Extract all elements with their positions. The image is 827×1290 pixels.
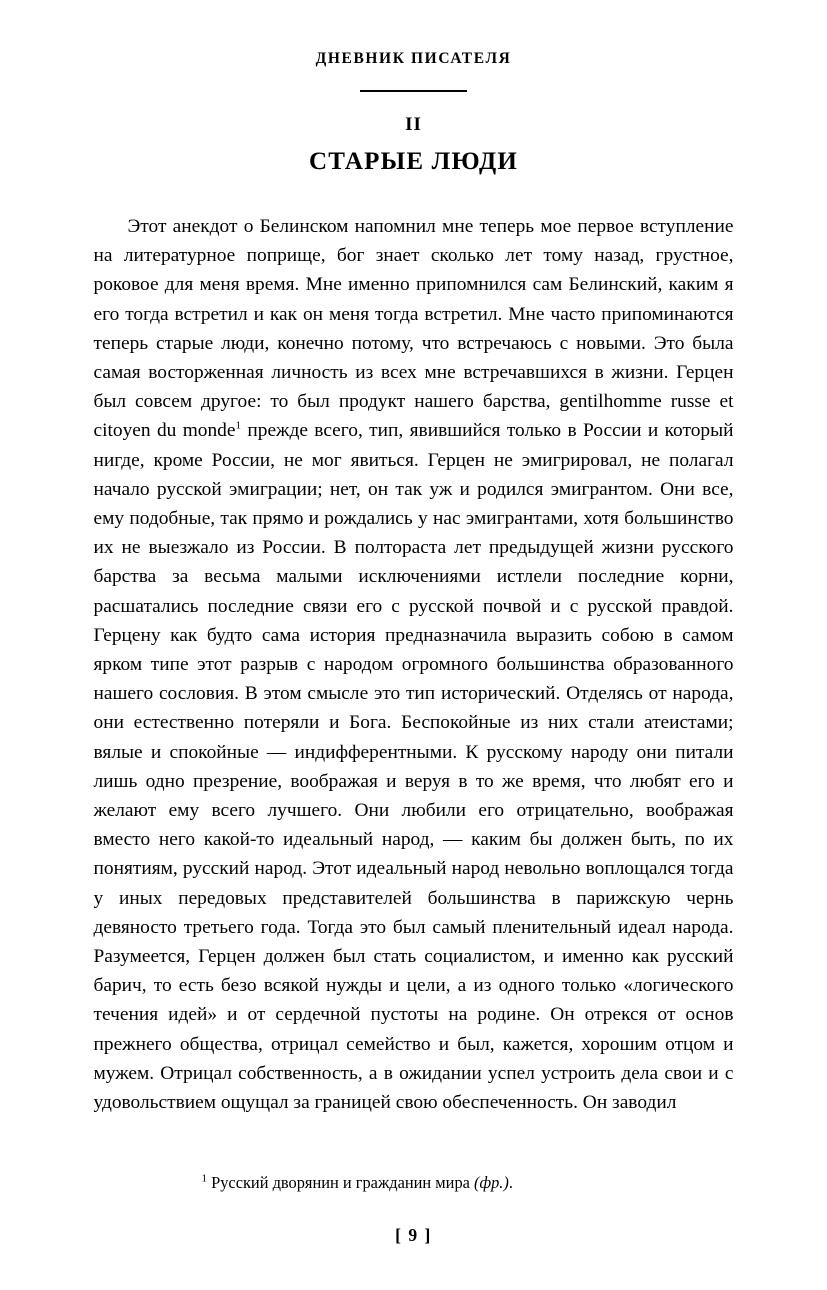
paragraph-text-before-footnote: Этот анекдот о Белинском напомнил мне теперь мое первое вступление на литературное поприще, бог знает сколько лет тому назад, грустное, роковое для меня время. Мне именно припомнился сам Белинский, каким я его тогда встретил и как он меня тогда встретил. Мне часто припоминаются теперь старые люди, конечно потому, что встречаюсь с новыми. Это была самая восторженная личность из всех мне встречавшихся в жизни. Герцен был совсем другое: то был продукт нашего барства, gentilhomme russe et citoyen du monde [93, 216, 734, 442]
page-number: [ 9 ] [395, 1225, 432, 1245]
body-text [94, 212, 734, 1117]
paragraph [94, 212, 734, 1117]
footnote-text: Русский дворянин и гражданин мира [211, 1173, 475, 1192]
header-rule-divider [360, 90, 467, 92]
book-page [0, 50, 827, 1290]
chapter-title: СТАРЫЕ ЛЮДИ [308, 148, 519, 175]
footnote-trailing: . [508, 1173, 513, 1192]
footnote-area [94, 1172, 734, 1194]
footnote-source: (фр.) [474, 1173, 509, 1192]
footnote-marker: 1 [201, 1172, 207, 1185]
paragraph-text-after-footnote: прежде всего, тип, явившийся только в России и который нигде, кроме России, не мог явиться. Герцен не эмигрировал, не полагал начало русской эмиграции; нет, он так уж и родился эмигрантом. Они все, ему подобные, так прямо и рождались у нас эмигрантами, хотя большинство их не выезжало из России. В полтораста лет предыдущей жизни русского барства за весьма малыми исключениями истлели последние корни, расшатались последние связи его с русской почвой и с русской правдой. Герцену как будто сама история предназначила выразить собою в самом ярком типе этот разрыв с народом огромного большинства образованного нашего сословия. В этом смысле это тип исторический. Отделясь от народа, они естественно потеряли и Бога. Беспокойные из них стали атеистами; вялые и спокойные — индифферентными. К русскому народу они питали лишь одно презрение, воображая и веруя в то же время, что любят его и желают ему всего лучшего. Они любили его отрицательно, воображая вместо него какой-то идеальный народ, — каким бы должен быть, по их понятиям, русский народ. Этот идеальный народ невольно воплощался тогда у иных передовых представителей большинства в парижскую чернь девяносто третьего года. Тогда это был самый пленительный идеал народа. Разумеется, Герцен должен был стать социалистом, и именно как русский барич, то есть безо всякой нужды и цели, а из одного только «логического течения идей» и от сердечной пустоты на родине. Он отрекся от основ прежнего общества, отрицал семейство и был, кажется, хорошим отцом и мужем. Отрицал собственность, а в ожидании успел устроить дела свои и с удовольствием ощущал за границей свою обеспеченность. Он заводил [93, 420, 734, 1114]
footnote [94, 1172, 734, 1194]
footnote-reference-marker[interactable]: 1 [235, 419, 241, 432]
chapter-number: II [405, 114, 422, 135]
running-head: ДНЕВНИК ПИСАТЕЛЯ [315, 50, 512, 67]
